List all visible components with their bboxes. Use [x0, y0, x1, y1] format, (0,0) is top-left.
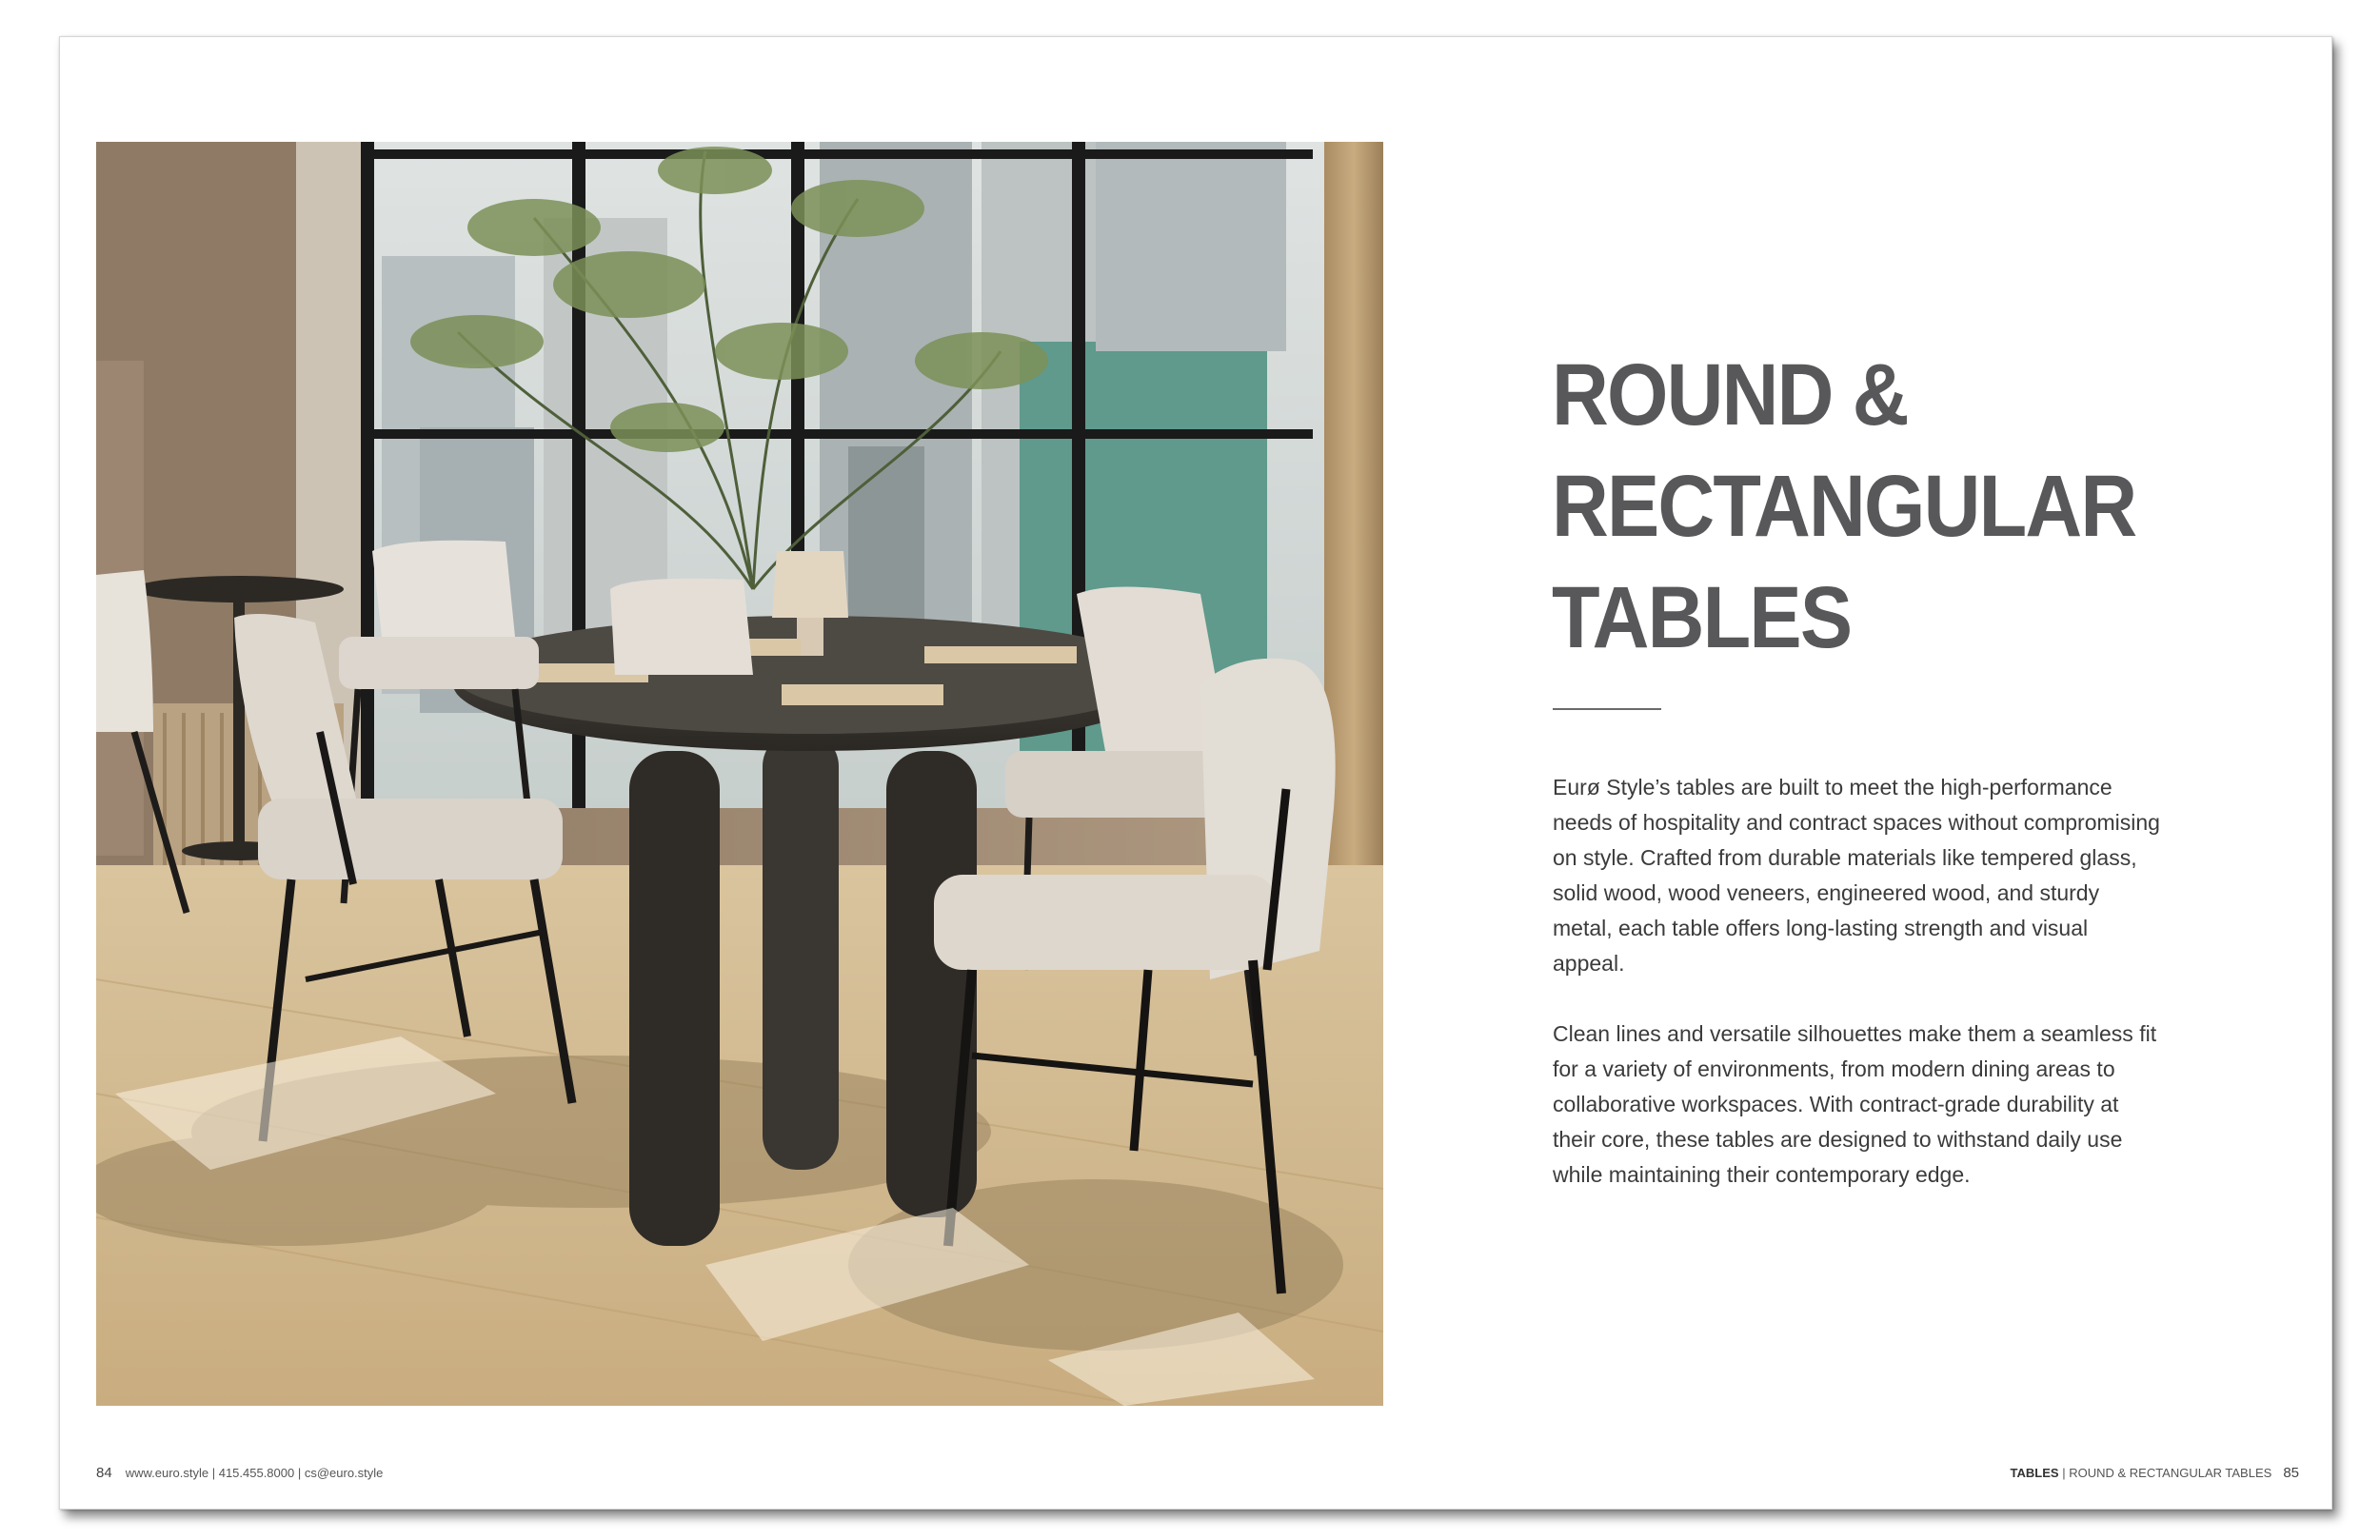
right-page-footer — [2011, 1465, 2299, 1481]
title-line-3: TABLES — [1552, 569, 1852, 666]
left-page-number: 84 — [96, 1465, 112, 1481]
contact-info: www.euro.style | 415.455.8000 | cs@euro.style — [125, 1466, 384, 1480]
page-title — [1552, 340, 2135, 674]
title-line-2: RECTANGULAR — [1552, 458, 2136, 555]
title-line-1: ROUND & — [1552, 346, 1908, 444]
footer-separator: | — [2058, 1466, 2070, 1480]
body-copy — [1553, 770, 2162, 1228]
dining-room-photo — [96, 142, 1383, 1406]
footer-subsection-label: ROUND & RECTANGULAR TABLES — [2069, 1466, 2272, 1480]
left-page-footer — [96, 1465, 383, 1481]
title-divider — [1553, 708, 1661, 710]
body-paragraph-2: Clean lines and versatile silhouettes make them a seamless fit for a variety of environments, from modern dining areas to collaborative workspaces. With contract-grade durability at their core, these tables are designed to withstand daily use while maintaining their contemporary edge. — [1553, 1021, 2157, 1187]
catalog-spread — [59, 36, 2332, 1510]
right-page-number: 85 — [2283, 1465, 2299, 1481]
footer-section-label: TABLES — [2010, 1466, 2059, 1480]
body-paragraph-1: Eurø Style’s tables are built to meet the high-performance needs of hospitality and contract spaces without compromising on style. Crafted from durable materials like tempered glass, solid wood, wood veneers, engineered wood, and sturdy metal, each table offers long-lasting strength and visual appeal. — [1553, 775, 2160, 976]
